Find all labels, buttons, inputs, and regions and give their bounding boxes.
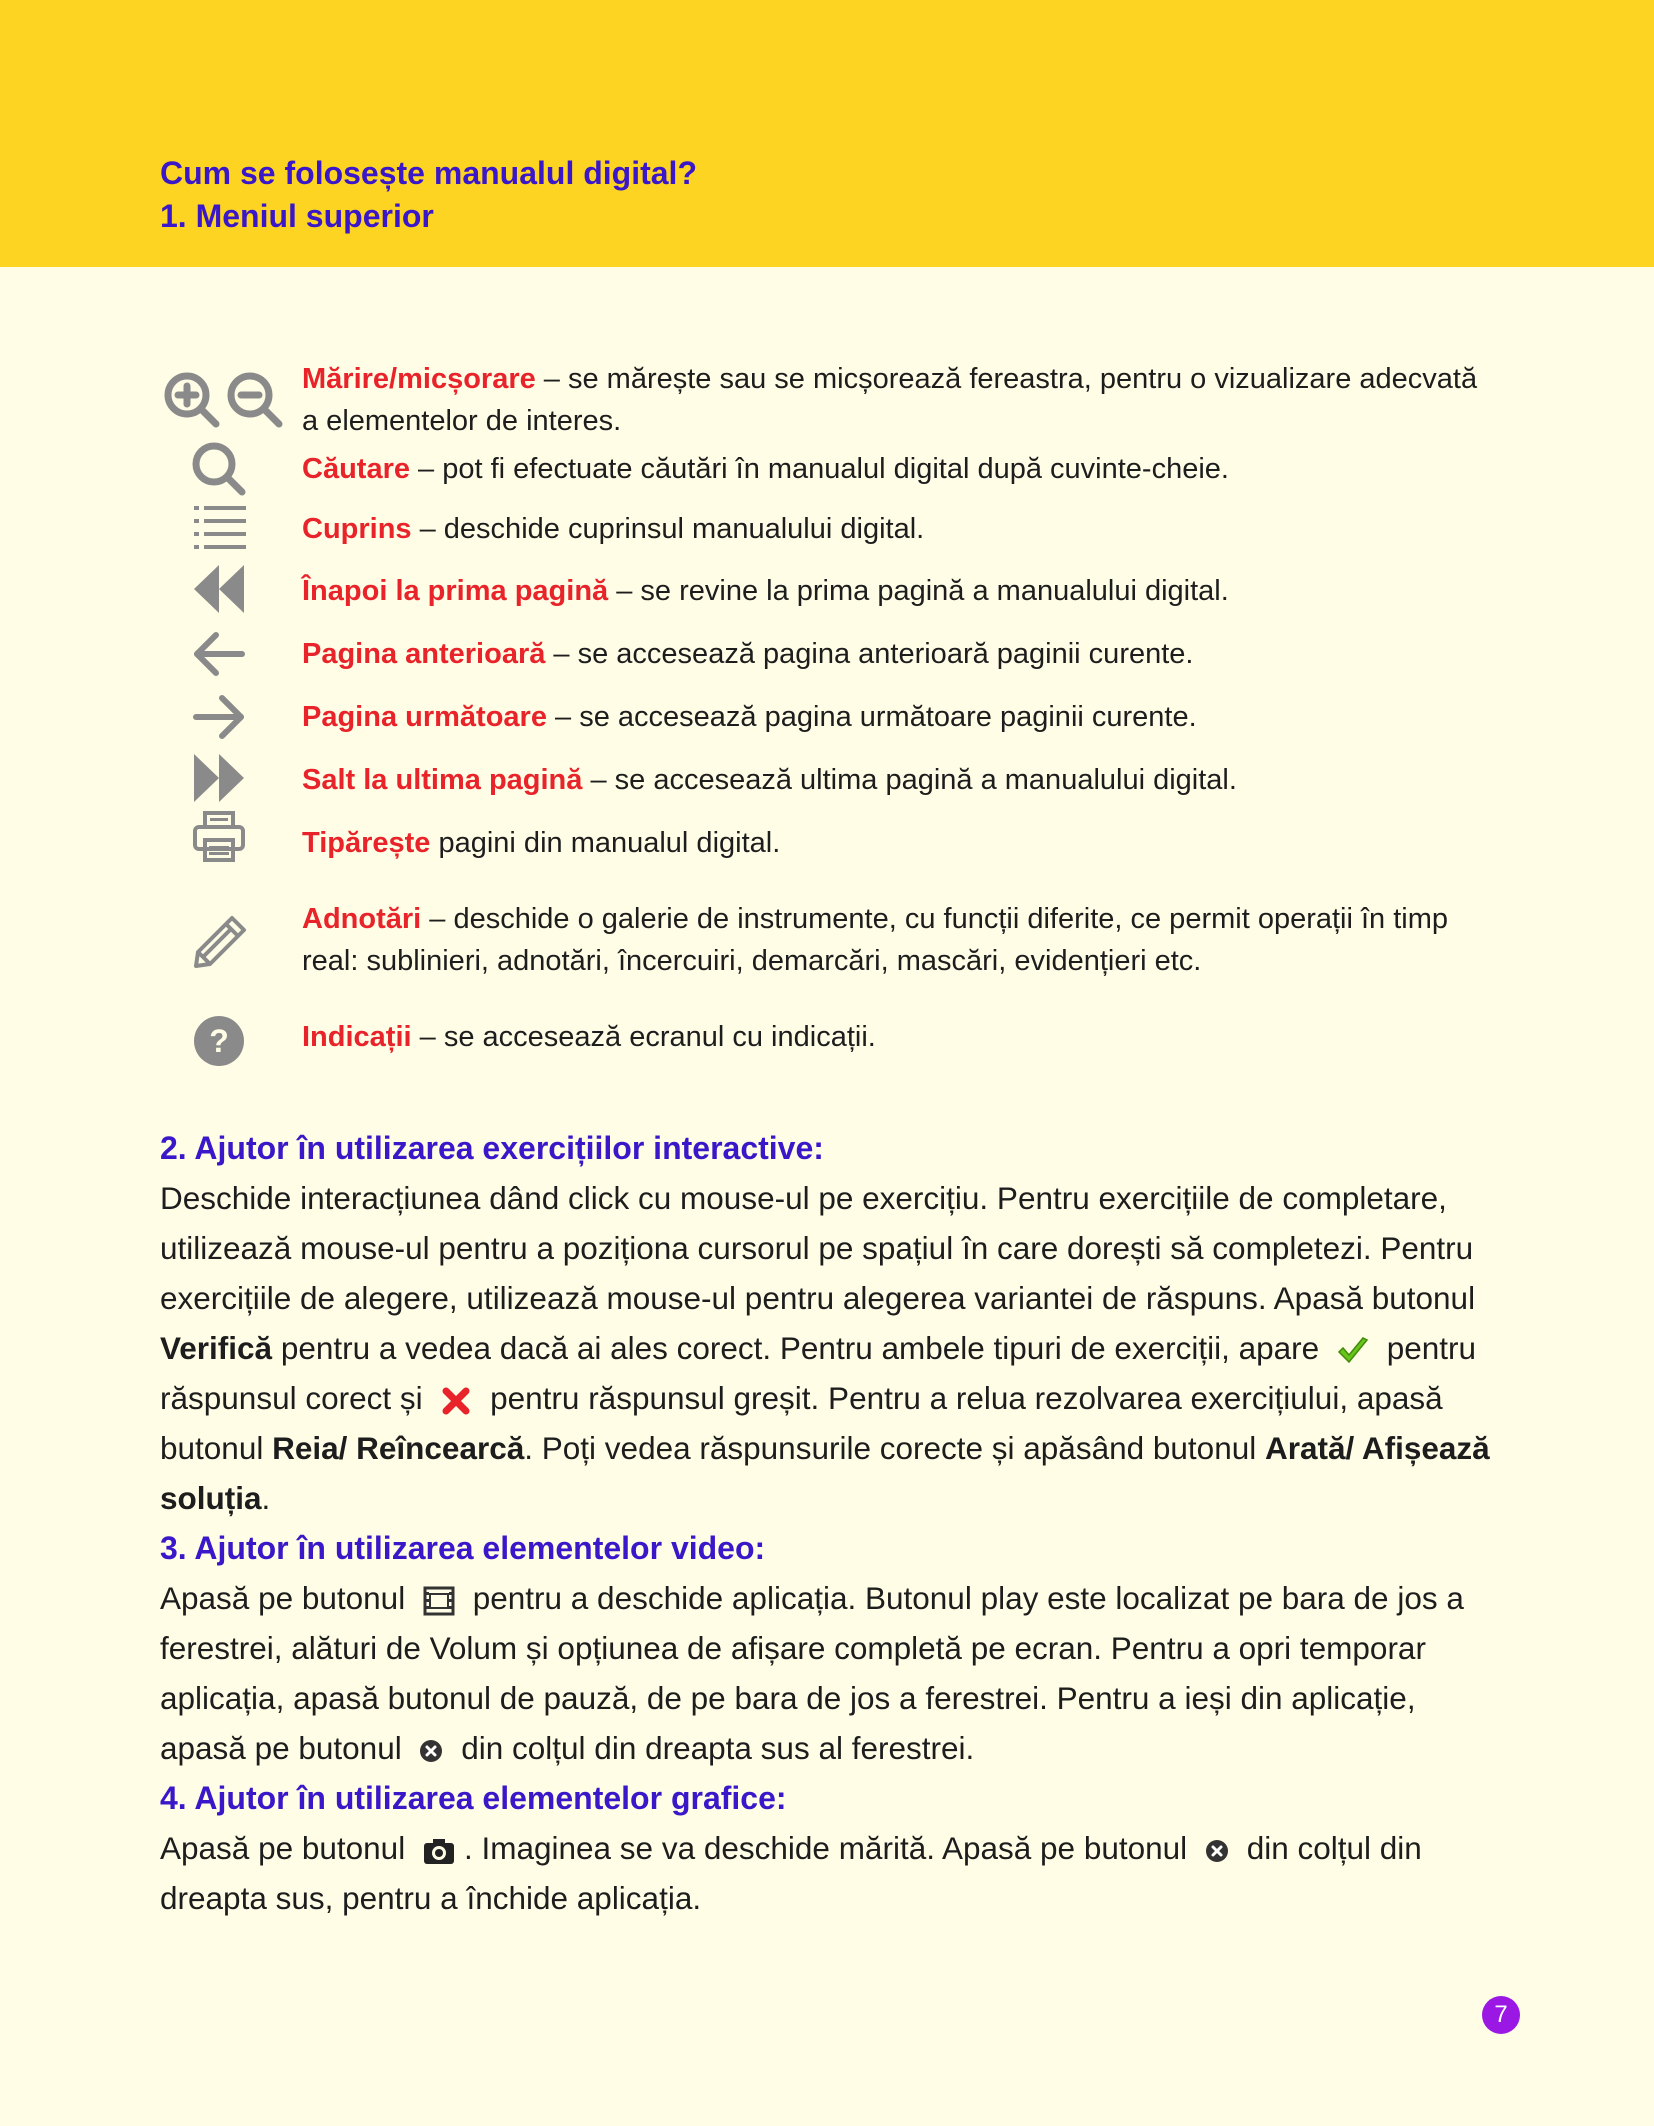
menu-term: Tipărește: [302, 827, 431, 859]
menu-desc: – se accesează pagina anterioară paginii curente.: [545, 638, 1194, 670]
text-run: Deschide interacțiunea dând click cu mouse-ul pe exercițiu. Pentru exercițiile de completare, utilizează mouse-ul pentru a poziționa cursorul pe spațiul în care dorești să completezi. Pentru exercițiile de alegere, utilizează mouse-ul pentru alegerea variantei de răspuns. Apasă butonul: [160, 1180, 1476, 1316]
help-icon: [192, 1014, 246, 1068]
last-page-icon: [192, 751, 246, 805]
menu-term: Căutare: [302, 453, 410, 485]
page-title: Cum se folosește manualul digital?: [160, 155, 697, 191]
verify-label: Verifică: [160, 1330, 273, 1366]
section-text-video: [160, 1573, 1510, 1773]
first-page-icon: [192, 562, 246, 616]
arrow-right-icon: [192, 692, 246, 742]
text-run: Apasă pe butonul: [160, 1830, 414, 1866]
menu-desc: – se accesează ecranul cu indicații.: [411, 1021, 876, 1053]
text-run: . Poți vedea răspunsurile corecte și apăsând butonul: [524, 1430, 1265, 1466]
menu-desc: – se revine la prima pagină a manualului digital.: [608, 575, 1229, 607]
close-icon: [418, 1738, 444, 1764]
page-number-badge: 7: [1482, 1996, 1520, 2034]
menu-desc: – pot fi efectuate căutări în manualul digital după cuvinte-cheie.: [410, 453, 1229, 485]
menu-term: Salt la ultima pagină: [302, 764, 583, 796]
text-run: . Imaginea se va deschide mărită. Apasă pe butonul: [463, 1830, 1196, 1866]
menu-item-text: [302, 358, 1482, 442]
section-heading-video: 3. Ajutor în utilizarea elementelor video:: [160, 1530, 766, 1566]
section-heading-exercises: 2. Ajutor în utilizarea exercițiilor interactive:: [160, 1130, 824, 1166]
text-run: pentru răspunsul corect și: [160, 1330, 1477, 1416]
close-icon: [1204, 1838, 1230, 1864]
menu-desc: – se accesează ultima pagină a manualului digital.: [582, 764, 1237, 796]
text-run: Apasă pe butonul: [160, 1580, 414, 1616]
text-run: pentru a deschide aplicația. Butonul play este localizat pe bara de jos a ferestrei, alături de Volum și opțiunea de afișare completă pe ecran. Pentru a opri temporar aplicația, apasă butonul de pauză, de pe bara de jos a ferestrei. Pentru a ieși din aplicație, apasă pe butonul: [160, 1580, 1464, 1766]
camera-icon: [422, 1834, 456, 1868]
cross-mark-icon: [439, 1384, 473, 1418]
menu-term: Adnotări: [302, 903, 422, 935]
menu-desc: – se accesează pagina următoare paginii curente.: [546, 701, 1197, 733]
list-icon: [192, 500, 248, 556]
arrow-left-icon: [192, 629, 246, 679]
menu-item-text: [302, 633, 1482, 675]
menu-term: Indicații: [302, 1021, 412, 1053]
menu-item-text: [302, 898, 1482, 982]
menu-desc: – deschide cuprinsul manualului digital.: [411, 513, 925, 545]
section-text-graphics: [160, 1823, 1510, 1923]
text-run: pentru răspunsul greșit. Pentru a relua rezolvarea exercițiului, apasă butonul: [160, 1380, 1443, 1466]
menu-item-text: [302, 759, 1482, 801]
retry-label: Reia/ Reîncearcă: [272, 1430, 525, 1466]
text-run: din colțul din dreapta sus, pentru a închide aplicația.: [160, 1830, 1422, 1916]
film-icon: [422, 1584, 456, 1618]
search-icon: [190, 440, 248, 498]
menu-desc: – se mărește sau se micșorează fereastra, pentru o vizualizare adecvată a elementelor de interes.: [302, 363, 1478, 437]
menu-term: Cuprins: [302, 513, 412, 545]
pencil-icon: [192, 914, 248, 970]
menu-item-text: [302, 508, 1482, 550]
menu-term: Pagina următoare: [302, 701, 547, 733]
zoom-in-out-icon: [162, 370, 286, 430]
text-run: din colțul din dreapta sus al ferestrei.: [452, 1730, 975, 1766]
menu-item-text: [302, 570, 1482, 612]
check-mark-icon: [1336, 1334, 1370, 1368]
menu-desc: – deschide o galerie de instrumente, cu funcții diferite, ce permit operații în timp real: sublinieri, adnotări, încercuiri, demarcări, mascări, evidențieri etc.: [302, 903, 1449, 977]
show-solution-label: Arată/ Afișează soluția: [160, 1430, 1490, 1516]
menu-item-text: [302, 1016, 1482, 1058]
menu-item-text: [302, 696, 1482, 738]
menu-item-text: [302, 822, 1482, 864]
printer-icon: [192, 810, 246, 864]
menu-desc: pagini din manualul digital.: [430, 827, 781, 859]
text-run: .: [261, 1480, 271, 1516]
menu-term: Pagina anterioară: [302, 638, 546, 670]
section-title-menu: 1. Meniul superior: [160, 198, 434, 234]
menu-term: Mărire/micșorare: [302, 363, 536, 395]
menu-item-text: [302, 448, 1482, 490]
section-text-exercises: [160, 1173, 1510, 1523]
menu-term: Înapoi la prima pagină: [302, 575, 609, 607]
svg-text:?: ?: [209, 1023, 229, 1059]
text-run: pentru a vedea dacă ai ales corect. Pentru ambele tipuri de exerciții, apare: [272, 1330, 1328, 1366]
section-heading-graphics: 4. Ajutor în utilizarea elementelor grafice:: [160, 1780, 787, 1816]
